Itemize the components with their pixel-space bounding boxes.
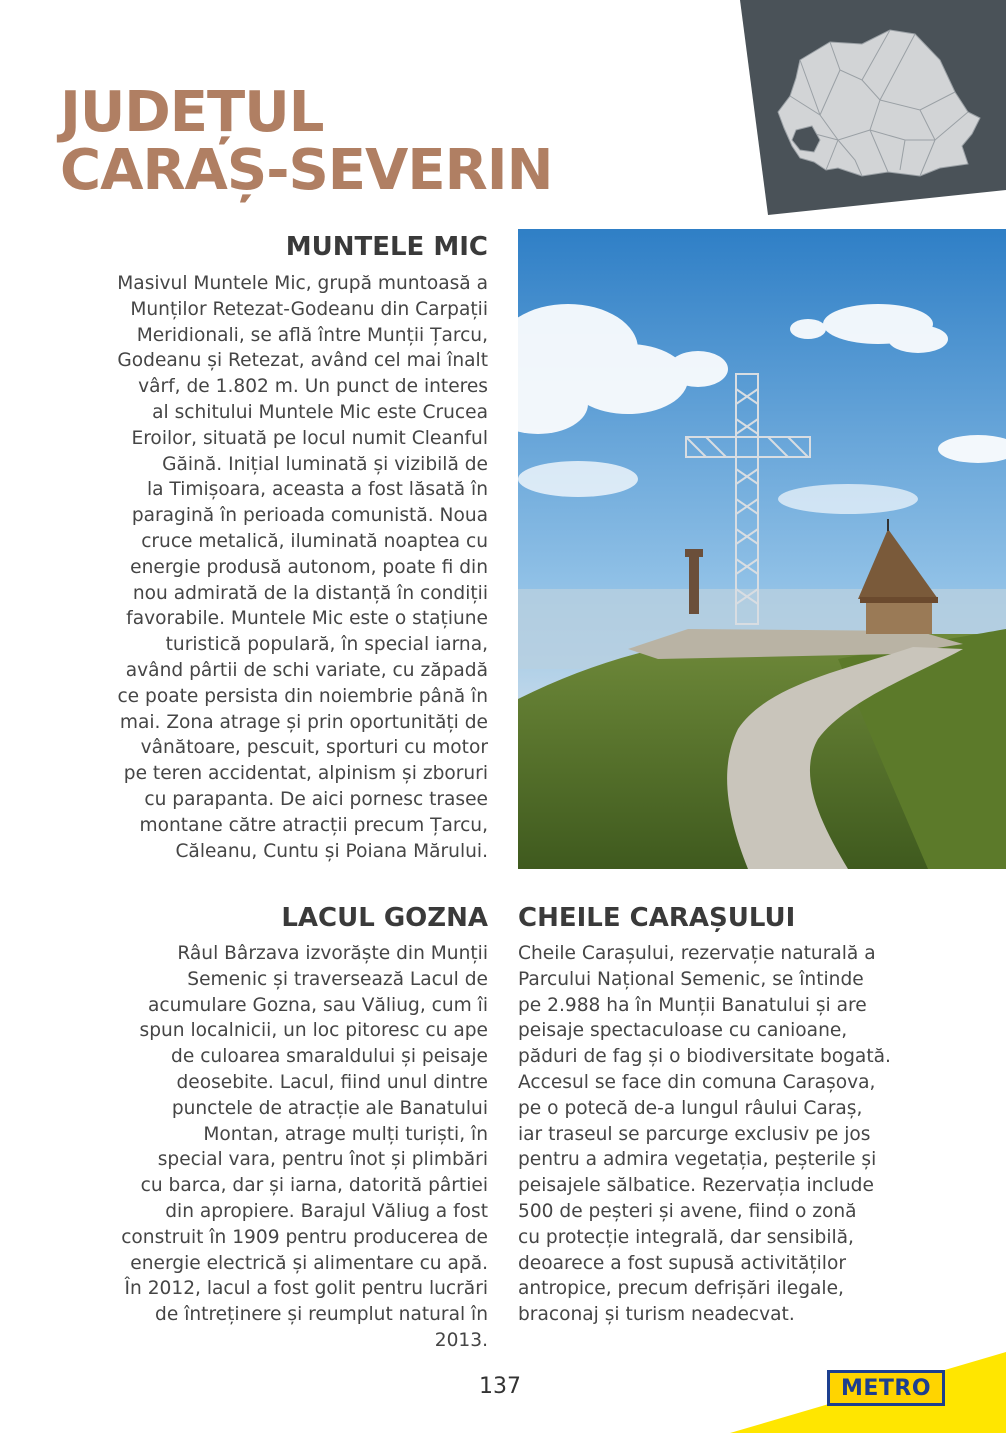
text-line: cu parapanta. De aici pornesc trasee (144, 788, 488, 810)
muntele-mic-cross-photo (518, 229, 1006, 869)
page-number: 137 (479, 1374, 521, 1399)
text-line: montane către atracții precum Țarcu, (139, 814, 488, 836)
text-line: Eroilor, situată pe locul numit Cleanful (131, 427, 488, 449)
text-line: ce poate persista din noiembrie până în (117, 685, 488, 707)
text-line: având pârtii de schi variate, cu zăpadă (125, 659, 488, 681)
cheile-carasului-heading: CHEILE CARAȘULUI (518, 903, 796, 933)
text-line: spun localnicii, un loc pitoresc cu ape (139, 1020, 488, 1042)
text-line: cu protecție integrală, dar sensibilă, (518, 1226, 854, 1248)
text-line: special vara, pentru înot și plimbări (157, 1149, 488, 1171)
text-line: vârf, de 1.802 m. Un punct de interes (138, 376, 488, 398)
county-title-line1: JUDEȚUL (60, 80, 324, 145)
text-line: vânătoare, pescuit, sporturi cu motor (140, 737, 488, 759)
text-line: Căleanu, Cuntu și Poiana Mărului. (175, 840, 488, 862)
text-line: antropice, precum defrișări ilegale, (518, 1278, 844, 1300)
cheile-carasului-text (518, 941, 998, 1328)
text-line: cu barca, dar și iarna, datorită pârtiei (140, 1175, 488, 1197)
text-line: păduri de fag și o biodiversitate bogată. (518, 1046, 891, 1068)
text-line: Munților Retezat-Godeanu din Carpații (130, 298, 488, 320)
text-line: peisaje spectaculoase cu canioane, (518, 1020, 848, 1042)
text-line: deoarece a fost supusă activităților (518, 1252, 846, 1274)
text-line: pe teren accidentat, alpinism și zboruri (123, 763, 488, 785)
text-line: la Timișoara, aceasta a fost lăsată în (146, 479, 488, 501)
text-line: 2013. (434, 1329, 488, 1351)
text-line: turistică populară, în special iarna, (165, 634, 488, 656)
text-line: favorabile. Muntele Mic este o stațiune (126, 608, 488, 630)
text-line: Accesul se face din comuna Carașova, (518, 1071, 876, 1093)
text-line: energie electrică și alimentare cu apă. (130, 1252, 488, 1274)
muntele-mic-heading: MUNTELE MIC (285, 232, 488, 262)
text-line: mai. Zona atrage și prin oportunități de (119, 711, 488, 733)
county-title (60, 80, 553, 203)
text-line: braconaj și turism neadecvat. (518, 1304, 795, 1326)
text-line: Cheile Carașului, rezervație naturală a (518, 943, 876, 964)
text-line: de întreținere și reumplut natural în (155, 1304, 488, 1326)
text-line: punctele de atracție ale Banatului (171, 1097, 488, 1119)
text-line: pe 2.988 ha în Munții Banatului și are (518, 994, 867, 1016)
text-line: de culoarea smaraldului și peisaje (171, 1046, 488, 1068)
county-title-line2: CARAȘ-SEVERIN (60, 138, 553, 203)
text-line: construit în 1909 pentru producerea de (121, 1226, 488, 1248)
text-line: Meridionali, se află între Munții Țarcu, (136, 324, 488, 346)
text-line: energie produsă autonom, poate fi din (130, 556, 488, 578)
text-line: pentru a admira vegetația, peșterile și (518, 1149, 877, 1171)
text-line: Semenic și traversează Lacul de (187, 968, 488, 990)
lacul-gozna-text (40, 941, 488, 1354)
text-line: acumulare Gozna, sau Văliug, cum îi (148, 994, 488, 1016)
text-line: 500 de peșteri și avene, fiind o zonă (518, 1200, 857, 1222)
text-line: din apropiere. Barajul Văliug a fost (165, 1200, 488, 1222)
text-line: Parcului Național Semenic, se întinde (518, 968, 864, 990)
metro-logo: METRO (827, 1370, 945, 1406)
text-line: Găină. Inițial luminată și vizibilă de (162, 453, 488, 475)
text-line: Godeanu și Retezat, având cel mai înalt (117, 350, 488, 372)
text-line: paragină în perioada comunistă. Noua (131, 505, 488, 527)
text-line: pe o potecă de-a lungul râului Caraș, (518, 1097, 863, 1119)
text-line: peisajele sălbatice. Rezervația include (518, 1175, 874, 1197)
muntele-mic-text (40, 271, 488, 864)
lacul-gozna-heading: LACUL GOZNA (281, 903, 488, 933)
text-line: al schitului Muntele Mic este Crucea (152, 401, 488, 423)
text-line: Râul Bârzava izvorăște din Munții (177, 943, 488, 964)
text-line: Masivul Muntele Mic, grupă muntoasă a (117, 273, 488, 294)
text-line: deosebite. Lacul, fiind unul dintre (176, 1071, 488, 1093)
text-line: Montan, atrage mulți turiști, în (203, 1123, 488, 1145)
text-line: cruce metalică, iluminată noaptea cu (141, 530, 488, 552)
text-line: În 2012, lacul a fost golit pentru lucrări (124, 1278, 488, 1300)
text-line: iar traseul se parcurge exclusiv pe jos (518, 1123, 871, 1145)
text-line: nou admirată de la distanță în condiții (132, 582, 488, 604)
